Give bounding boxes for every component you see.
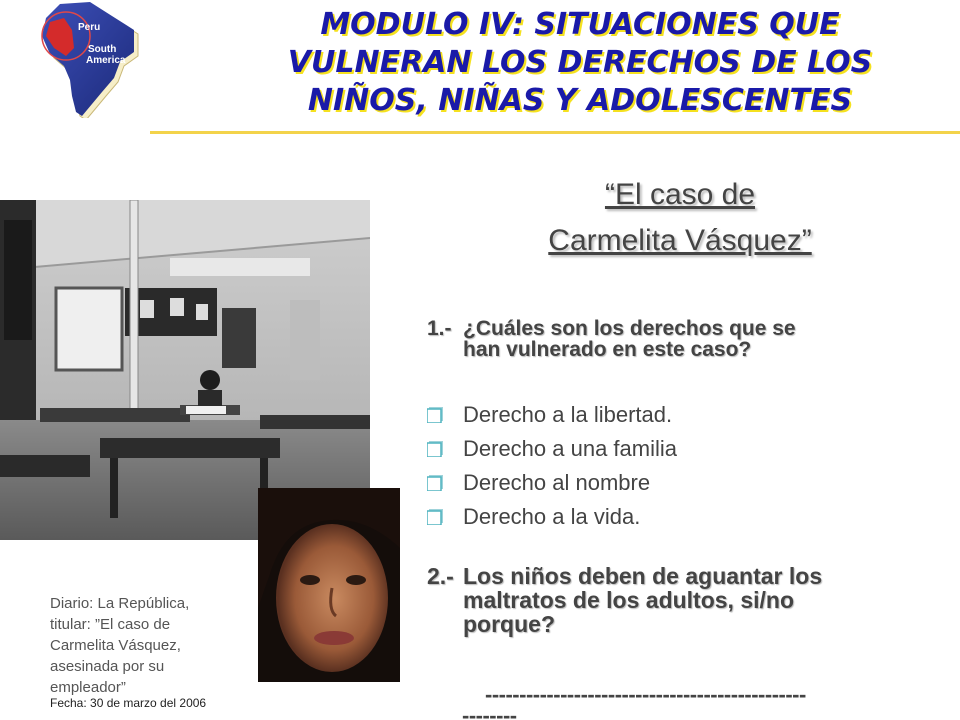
caption-line-5: empleador” bbox=[50, 679, 126, 696]
answer-line: ----------------------------------------------- bbox=[485, 682, 806, 707]
right-label: Derecho a una familia bbox=[463, 436, 678, 461]
newspaper-caption bbox=[50, 593, 250, 698]
title-line-1: MODULO IV: SITUACIONES QUE bbox=[320, 7, 840, 42]
right-label: Derecho a la libertad. bbox=[463, 402, 673, 427]
caption-line-2: titular: ”El caso de bbox=[50, 616, 171, 633]
checkbox-bullet-icon bbox=[427, 441, 443, 457]
question-2-line-1: Los niños deben de aguantar los bbox=[463, 563, 823, 589]
case-heading bbox=[470, 172, 890, 264]
answer-line-continued: -------- bbox=[462, 703, 517, 720]
logo-text-peru: Peru bbox=[78, 22, 101, 33]
logo-text-america: America bbox=[86, 55, 126, 66]
list-item bbox=[425, 500, 845, 534]
caption-line-3: Carmelita Vásquez, bbox=[50, 637, 181, 654]
title-line-3: NIÑOS, NIÑAS Y ADOLESCENTES bbox=[307, 83, 853, 118]
question-1-number: 1.- bbox=[427, 317, 452, 340]
rights-list bbox=[425, 398, 845, 534]
question-1-line-2: han vulnerado en este caso? bbox=[463, 338, 752, 361]
logo-text-south: South bbox=[88, 44, 117, 55]
question-1-line-1: ¿Cuáles son los derechos que se bbox=[463, 317, 796, 340]
right-label: Derecho al nombre bbox=[463, 470, 651, 495]
girl-portrait-photo bbox=[258, 488, 400, 682]
list-item bbox=[425, 398, 845, 432]
title-divider bbox=[150, 131, 960, 134]
case-heading-line-1: “El caso de bbox=[604, 178, 756, 211]
slide-title bbox=[250, 6, 910, 120]
list-item bbox=[425, 466, 845, 500]
caption-line-1: Diario: La República, bbox=[50, 595, 190, 612]
question-2 bbox=[427, 564, 907, 636]
question-1 bbox=[427, 318, 927, 360]
peru-south-america-logo bbox=[30, 0, 140, 118]
right-label: Derecho a la vida. bbox=[463, 504, 641, 529]
checkbox-bullet-icon bbox=[427, 475, 443, 491]
list-item bbox=[425, 432, 845, 466]
question-2-line-3: porque? bbox=[463, 611, 555, 637]
caption-date: Fecha: 30 de marzo del 2006 bbox=[50, 696, 207, 710]
case-heading-line-2: Carmelita Vásquez” bbox=[548, 224, 812, 257]
question-2-line-2: maltratos de los adultos, si/no bbox=[463, 587, 795, 613]
title-line-2: VULNERAN LOS DERECHOS DE LOS bbox=[287, 45, 873, 80]
checkbox-bullet-icon bbox=[427, 509, 443, 525]
checkbox-bullet-icon bbox=[427, 407, 443, 423]
caption-line-4: asesinada por su bbox=[50, 658, 165, 675]
portrait-image bbox=[258, 488, 400, 682]
question-2-number: 2.- bbox=[427, 563, 454, 589]
